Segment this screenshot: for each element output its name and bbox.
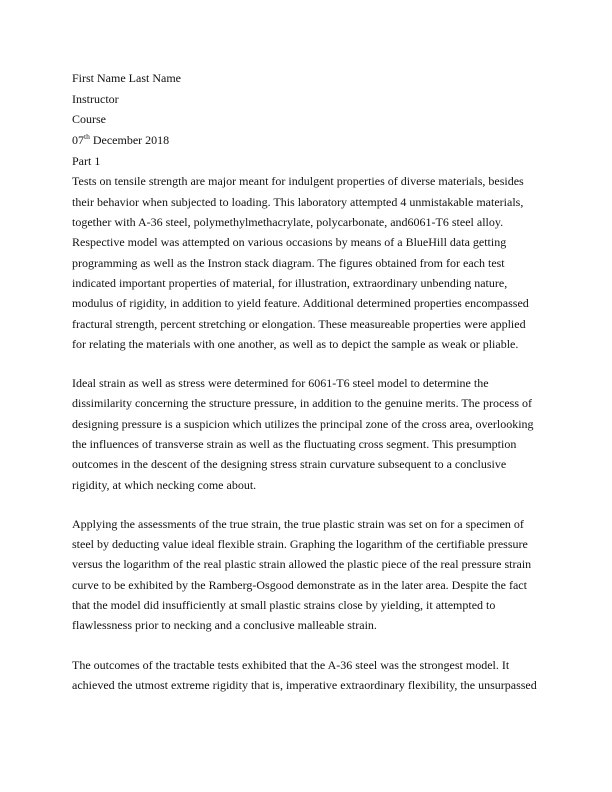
paragraph-gap bbox=[72, 495, 544, 514]
paragraph-line: the influences of transverse strain as well as the fluctuating cross segment. This presumption bbox=[72, 437, 517, 451]
date-line bbox=[72, 130, 544, 151]
author-name: First Name Last Name bbox=[72, 71, 181, 85]
paragraph-line: fractural strength, percent stretching or elongation. These measureable properties were applied bbox=[72, 316, 526, 331]
paragraph-line: their behavior when subjected to loading. This laboratory attempted 4 unmistakable materials, bbox=[72, 194, 524, 209]
paragraph-line: indicated important properties of material, for illustration, extraordinary unbending nature, bbox=[72, 275, 508, 290]
paragraph-gap bbox=[72, 354, 544, 373]
paragraph-4 bbox=[72, 655, 544, 696]
paragraph-line: rigidity, at which necking come about. bbox=[72, 477, 257, 492]
paragraph-line: curve to be exhibited by the Ramberg-Osgood demonstrate as in the later area. Despite the fact bbox=[72, 577, 527, 592]
date-month-year: December 2018 bbox=[89, 133, 170, 148]
paragraph-line: achieved the utmost extreme rigidity that is, imperative extraordinary flexibility, the unsurpassed bbox=[72, 677, 537, 692]
document-body bbox=[72, 68, 544, 695]
paragraph-line: Applying the assessments of the true strain, the true plastic strain was set on for a specimen of bbox=[72, 516, 524, 531]
paragraph-line: Ideal strain as well as stress were determined for 6061-T6 steel model to determine the bbox=[72, 376, 489, 391]
course-line: Course bbox=[72, 112, 106, 127]
paragraph-line: for relating the materials with one another, as well as to depict the sample as weak or pliable. bbox=[72, 336, 519, 351]
paragraph-line: Respective model was attempted on various occasions by means of a BlueHill data getting bbox=[72, 235, 507, 250]
paragraph-line: dissimilarity concerning the structure pressure, in addition to the genuine merits. The process of bbox=[72, 396, 532, 411]
paragraph-1 bbox=[72, 171, 544, 354]
paragraph-line: Tests on tensile strength are major meant for indulgent properties of diverse materials, besides bbox=[72, 174, 524, 189]
paragraph-line: flawlessness prior to necking and a conclusive malleable strain. bbox=[72, 618, 377, 633]
paragraph-line: modulus of rigidity, in addition to yield feature. Additional determined properties encompassed bbox=[72, 296, 529, 311]
paragraph-line: steel by deducting value ideal flexible strain. Graphing the logarithm of the certifiable pressure bbox=[72, 537, 528, 552]
paragraph-line: together with A-36 steel, polymethylmethacrylate, polycarbonate, and6061-T6 steel alloy. bbox=[72, 215, 504, 230]
paragraph-line: versus the logarithm of the real plastic strain allowed the plastic piece of the real pressure strain bbox=[72, 557, 532, 572]
paragraph-line: programming as well as the Instron stack diagram. The figures obtained from for each test bbox=[72, 255, 505, 270]
paragraph-line: The outcomes of the tractable tests exhibited that the A-36 steel was the strongest model. It bbox=[72, 657, 510, 672]
paragraph-line: outcomes in the descent of the designing stress strain curvature subsequent to a conclusive bbox=[72, 457, 507, 472]
paragraph-3 bbox=[72, 514, 544, 636]
date-day: 07 bbox=[72, 133, 84, 148]
paragraph-line: that the model did insufficiently at small plastic strains close by yielding, it attempted to bbox=[72, 598, 496, 613]
paragraph-2 bbox=[72, 373, 544, 495]
date-suffix: th bbox=[84, 132, 90, 142]
part-heading: Part 1 bbox=[72, 153, 101, 168]
paragraph-line: designing pressure is a suspicion which utilizes the principal zone of the cross area, overlooking bbox=[72, 416, 534, 431]
paragraph-gap bbox=[72, 636, 544, 655]
instructor-line: Instructor bbox=[72, 91, 119, 106]
